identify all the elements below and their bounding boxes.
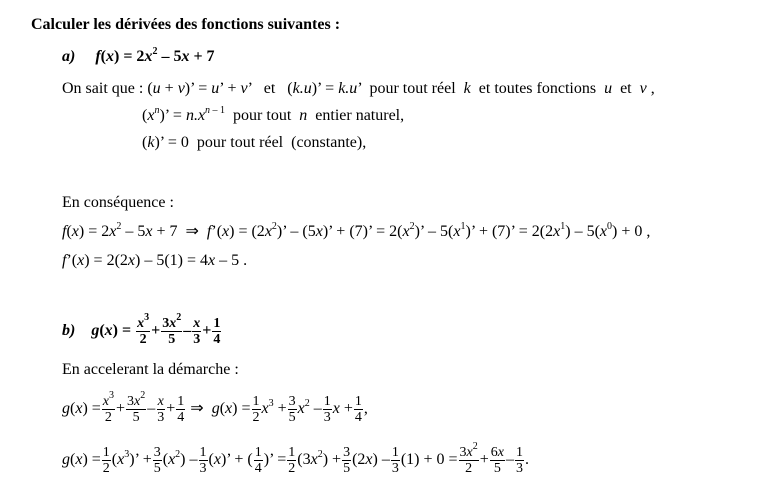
derivative-rules-sum: On sait que : (u + v)’ = u’ + v’ et (k.u)’ = k.u’ pour tout réel k et toutes fonctions u et v , [62, 80, 655, 97]
part-a-label: a) [62, 48, 76, 65]
part-a-function: $f(x) = 2x^2 - 5x + 7$ [95, 46, 215, 65]
exercise-heading [31, 15, 340, 35]
consequence-label [62, 193, 174, 213]
part-b-title [62, 313, 222, 349]
part-b-function: g(x) = $\frac{x^3}{2}$ + $\frac{3x^2}{5}$ – $\frac{x}{3}$ + $\frac{1}{4}$ [91, 311, 221, 347]
part-a-derivation-line-2: f’(x) = 2(2x) – 5(1) = 4x – 5 . [62, 252, 248, 269]
part-b-derivation-line-2: g(x) = $\frac{1}{2}$ $(x^3)$’ + $\frac{3}{5}$ $(x^2)$ – $\frac{1}{3}$ (x)’ + ( $\frac{1}{4}$ )’ = $\frac{1}{2}$ $(3x^2)$ + $\frac{3}{5}$ (2x) – $\frac{1}{3}$ (1) + 0 = $\frac{3x^2}{2}$ + $\frac{6x}{5}$ – $\frac{1}{3}$ . [62, 440, 529, 476]
heading-text: Calculer les dérivées des fonctions suivantes : [31, 16, 341, 33]
consequence-text: En conséquence : [62, 194, 174, 211]
derivative-rule-constant: (k)’ = 0 pour tout réel (constante), [142, 134, 367, 151]
part-b-derivation-line-1: g(x) = $\frac{x^3}{2}$ + $\frac{3x^2}{5}$ – $\frac{x}{3}$ + $\frac{1}{4}$ ⇒ g(x) = $\frac{1}{2}$ $x^3$ + $\frac{3}{5}$ $x^2$ – $\frac{1}{3}$ x + $\frac{1}{4}$ , [62, 389, 368, 425]
part-b-label: b) [62, 322, 76, 339]
part-a-derivation-line-1: $f(x) = 2x^2 - 5x + 7$ ⇒ f’(x) = $(2x^2)$’ – (5x)’ + (7)’ = $2(x^2)$’ – $5(x^1)$’ + (7)’ = $2(2x^1) - 5(x^0) + 0$ , [62, 221, 651, 240]
part-a-title [62, 47, 215, 67]
derivative-rule-power: $(x^n)$’ = $n.x^{n - 1}$ pour tout n entier naturel, [142, 105, 405, 124]
accel-text: En accelerant la démarche : [62, 361, 239, 378]
accel-label [62, 360, 239, 380]
